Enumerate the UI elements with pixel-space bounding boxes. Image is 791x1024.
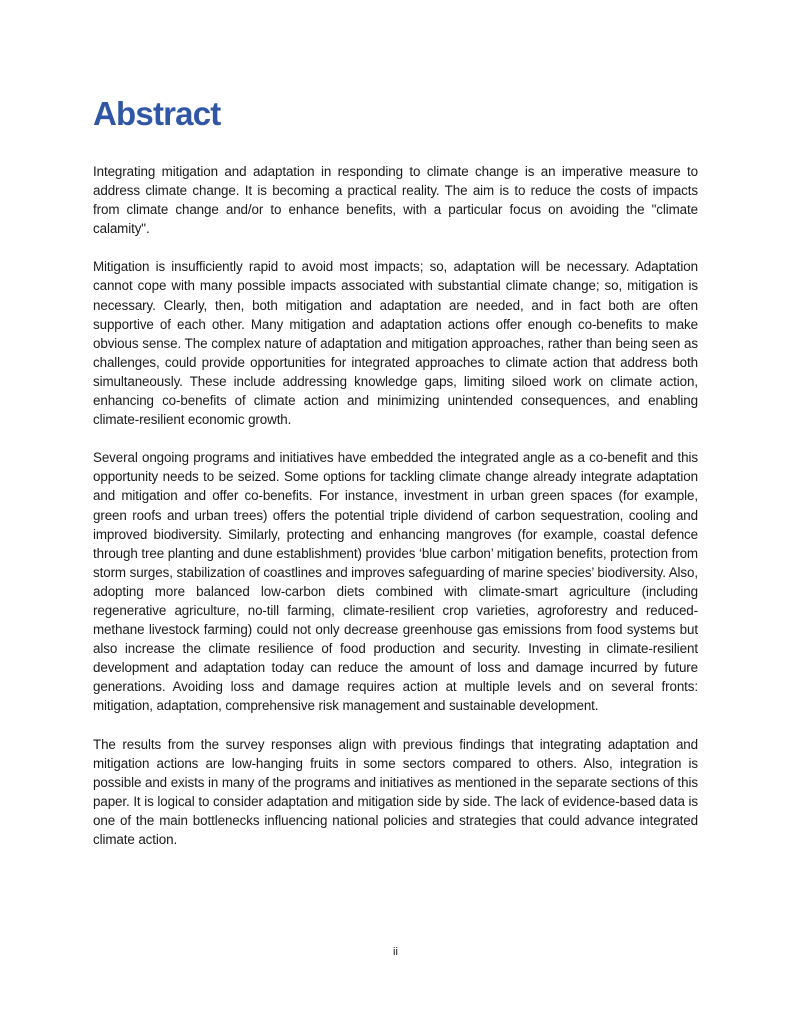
paragraph-4: The results from the survey responses align with previous findings that integrating adaptation and mitigation actions are low-hanging fruits in some sectors compared to others. Also, integration is possible and exists in many of the programs and initiatives as mentioned in the separate sections of this paper. It is logical to consider adaptation and mitigation side by side. The lack of evidence-based data is one of the main bottlenecks influencing national policies and strategies that could advance integrated climate action.: [93, 736, 698, 847]
document-page: [93, 92, 698, 868]
page-number: ii: [393, 946, 398, 958]
paragraph-2: Mitigation is insufficiently rapid to avoid most impacts; so, adaptation will be necessary. Adaptation cannot cope with many possible impacts associated with substantial climate change; so, mitigation is necessary. Clearly, then, both mitigation and adaptation are needed, and in fact both are often supportive of each other. Many mitigation and adaptation actions offer enough co-benefits to make obvious sense. The complex nature of adaptation and mitigation approaches, rather than being seen as challenges, could provide opportunities for integrated approaches to climate action that address both simultaneously. These include addressing knowledge gaps, limiting siloed work on climate action, enhancing co-benefits of climate action and minimizing unintended consequences, and enabling climate-resilient economic growth.: [93, 259, 698, 428]
paragraph-3: Several ongoing programs and initiatives have embedded the integrated angle as a co-benefit and this opportunity needs to be seized. Some options for tackling climate change already integrate adaptation and mitigation and offer co-benefits. For instance, investment in urban green spaces (for example, green roofs and urban trees) offers the potential triple dividend of carbon sequestration, cooling and improved biodiversity. Similarly, protecting and enhancing mangroves (for example, coastal defence through tree planting and dune establishment) provides ‘blue carbon’ mitigation benefits, protection from storm surges, stabilization of coastlines and improves safeguarding of marine species’ biodiversity. Also, adopting more balanced low-carbon diets combined with climate-smart agriculture (including regenerative agriculture, no-till farming, climate-resilient crop varieties, agroforestry and reduced-methane livestock farming) could not only decrease greenhouse gas emissions from food systems but also increase the climate resilience of food production and security. Investing in climate-resilient development and adaptation today can reduce the amount of loss and damage incurred by future generations. Avoiding loss and damage requires action at multiple levels and on several fronts: mitigation, adaptation, comprehensive risk management and sustainable development.: [93, 450, 698, 714]
page-title: Abstract: [93, 95, 221, 132]
paragraph-1: Integrating mitigation and adaptation in responding to climate change is an imperative measure to address climate change. It is becoming a practical reality. The aim is to reduce the costs of impacts from climate change and/or to enhance benefits, with a particular focus on avoiding the "climate calamity".: [93, 164, 698, 237]
